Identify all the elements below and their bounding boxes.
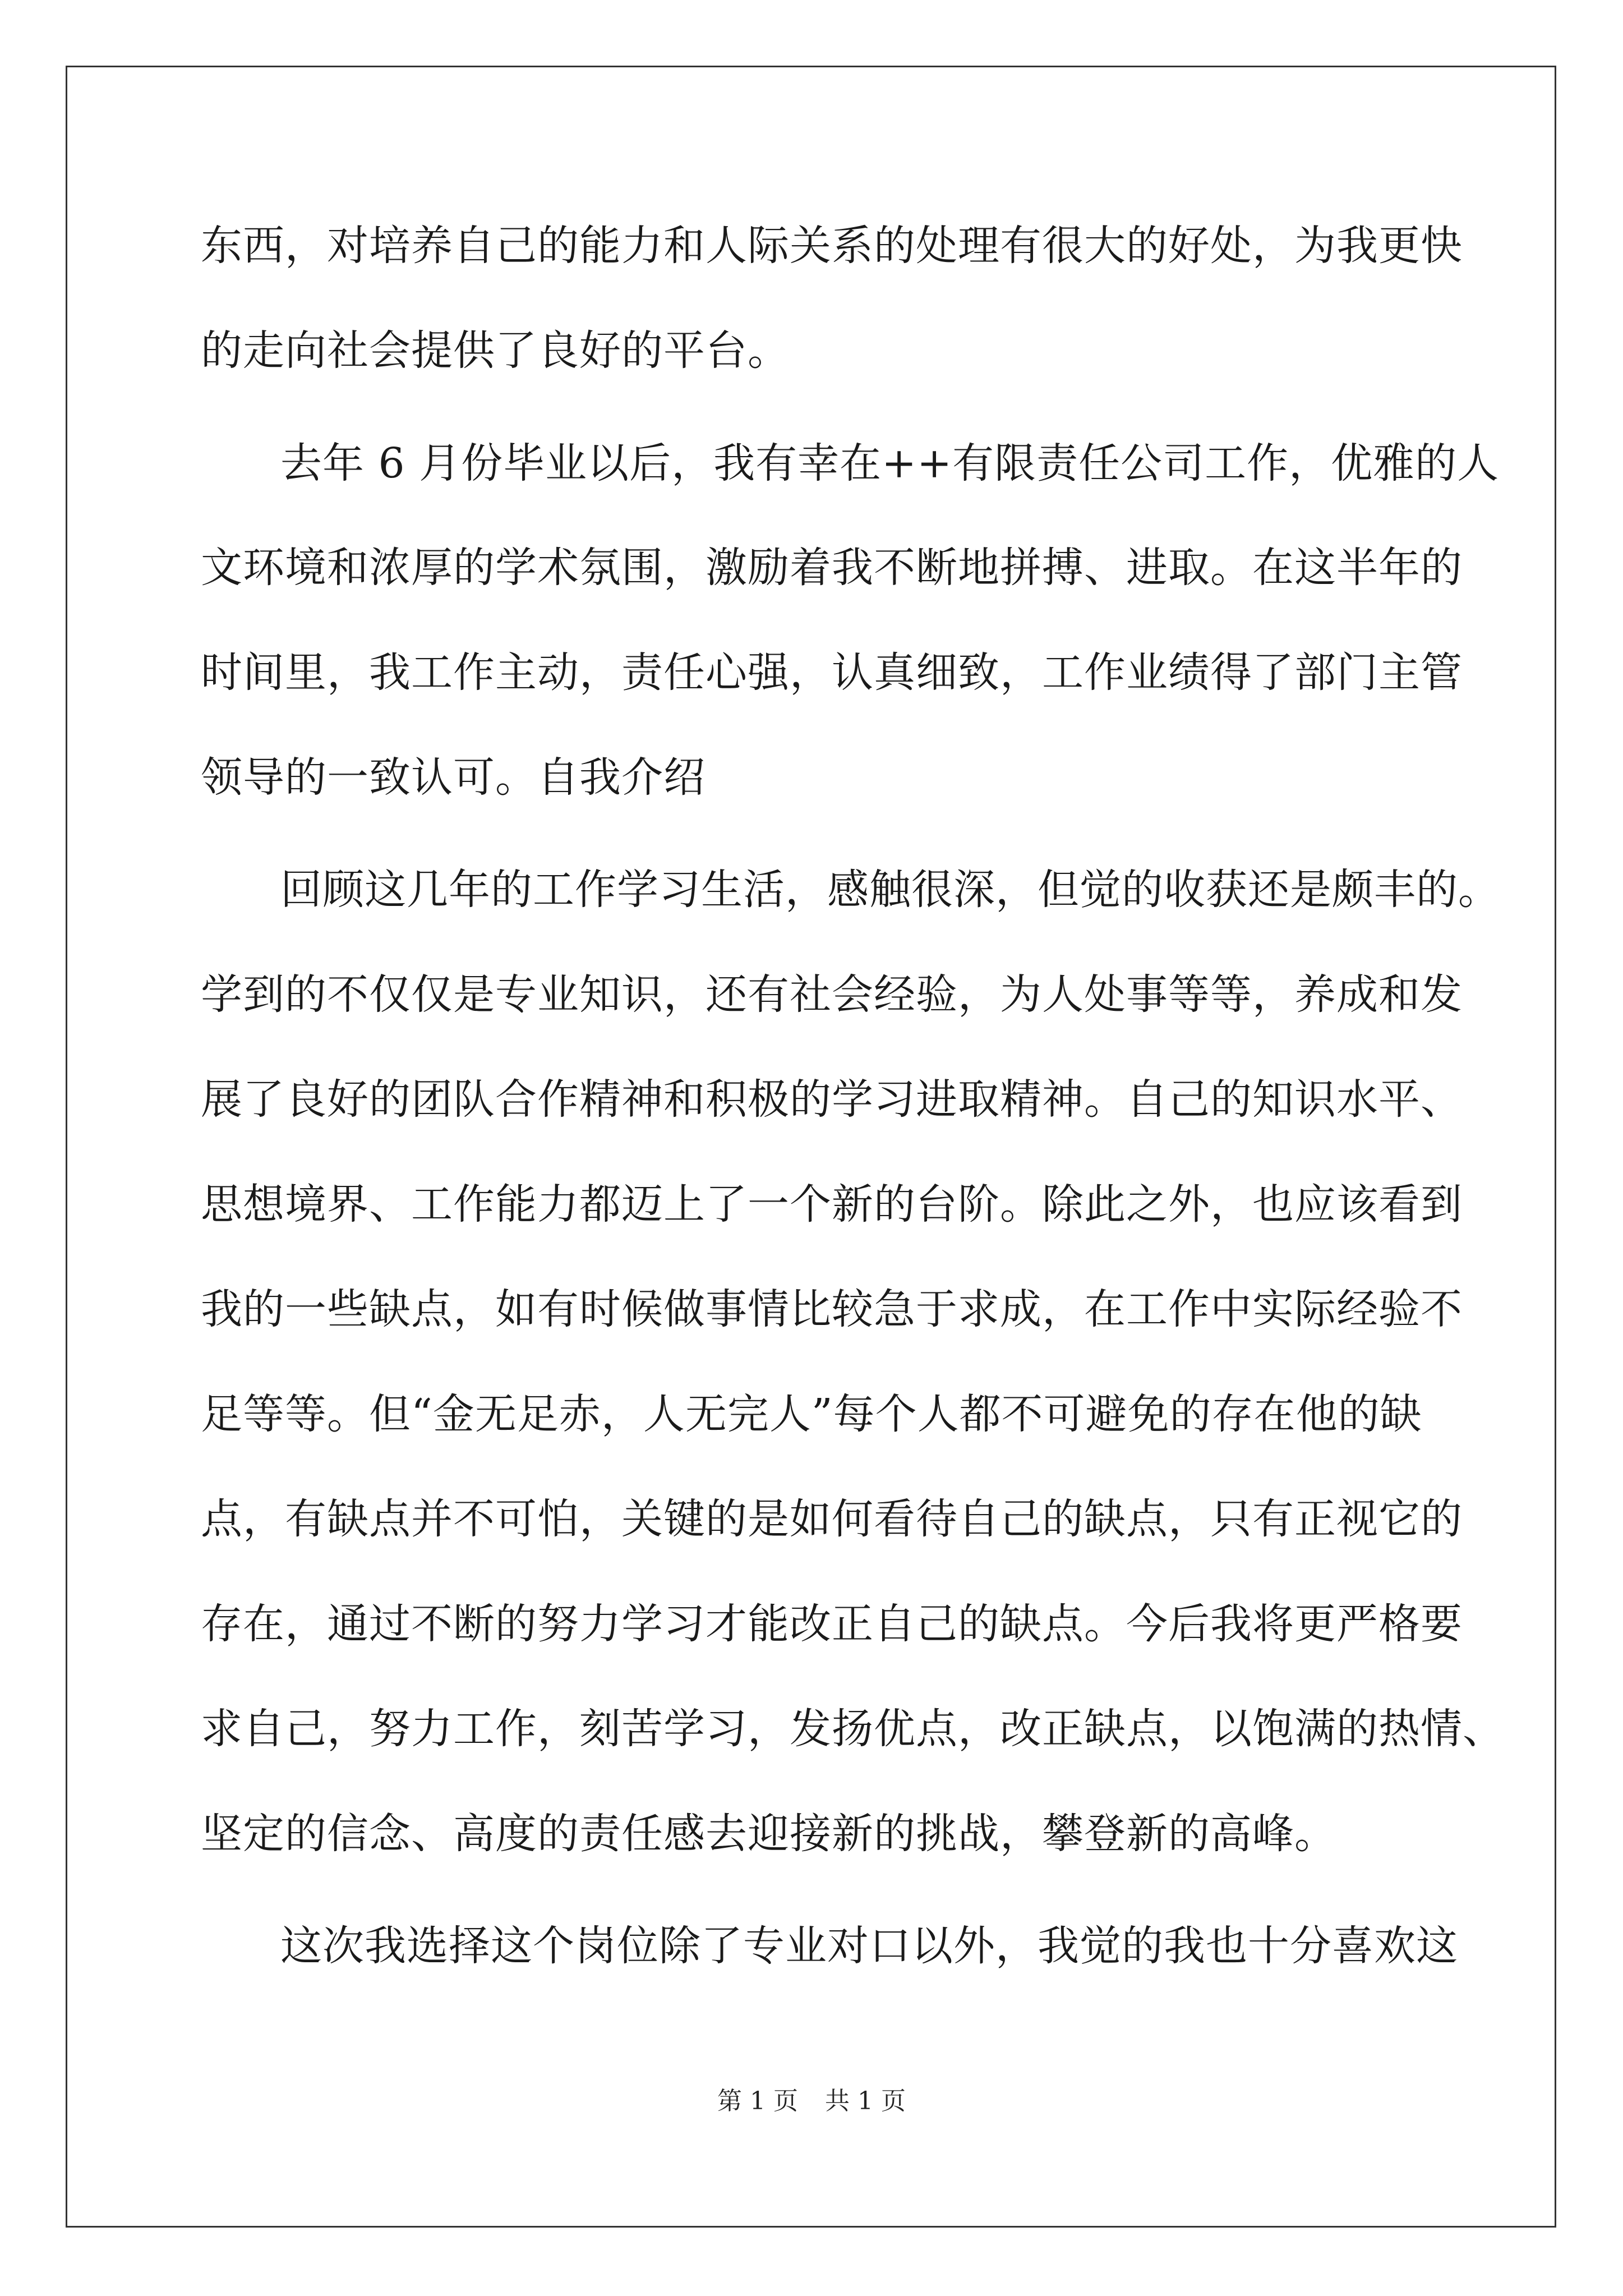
paragraph-start-line: 回顾这几年的工作学习生活，感触很深，但觉的收获还是颇丰的。 [280, 866, 1500, 914]
text-line: 求自己，努力工作，刻苦学习，发扬优点，改正缺点，以饱满的热情、 [201, 1705, 1505, 1753]
page-total: 共 1 页 [825, 2087, 906, 2115]
paragraph-start-line: 去年 6 月份毕业以后，我有幸在++有限责任公司工作，优雅的人 [280, 439, 1500, 487]
text-line: 我的一些缺点，如有时候做事情比较急于求成，在工作中实际经验不 [201, 1285, 1463, 1333]
page-border [66, 66, 1556, 2228]
text-line: 点，有缺点并不可怕，关键的是如何看待自己的缺点，只有正视它的 [201, 1495, 1463, 1543]
text-line: 时间里，我工作主动，责任心强，认真细致，工作业绩得了部门主管 [201, 648, 1463, 697]
text-line: 学到的不仅仅是专业知识，还有社会经验，为人处事等等，养成和发 [201, 970, 1463, 1019]
text-line: 东西，对培养自己的能力和人际关系的处理有很大的好处，为我更快 [201, 222, 1463, 270]
paragraph-start-line: 这次我选择这个岗位除了专业对口以外，我觉的我也十分喜欢这 [280, 1922, 1458, 1970]
text-line: 领导的一致认可。自我介绍 [201, 753, 706, 802]
page-number: 第 1 页 [717, 2087, 798, 2115]
text-line: 足等等。但“金无足赤，人无完人”每个人都不可避免的存在他的缺 [201, 1390, 1422, 1438]
text-line: 思想境界、工作能力都迈上了一个新的台阶。除此之外，也应该看到 [201, 1180, 1463, 1228]
text-line: 展了良好的团队合作精神和积极的学习进取精神。自己的知识水平、 [201, 1075, 1463, 1124]
text-line: 的走向社会提供了良好的平台。 [201, 326, 790, 375]
text-line: 存在，通过不断的努力学习才能改正自己的缺点。今后我将更严格要 [201, 1600, 1463, 1648]
text-line: 坚定的信念、高度的责任感去迎接新的挑战，攀登新的高峰。 [201, 1810, 1336, 1858]
page-footer [0, 2086, 1623, 2117]
text-line: 文环境和浓厚的学术氛围，激励着我不断地拼搏、进取。在这半年的 [201, 544, 1463, 592]
